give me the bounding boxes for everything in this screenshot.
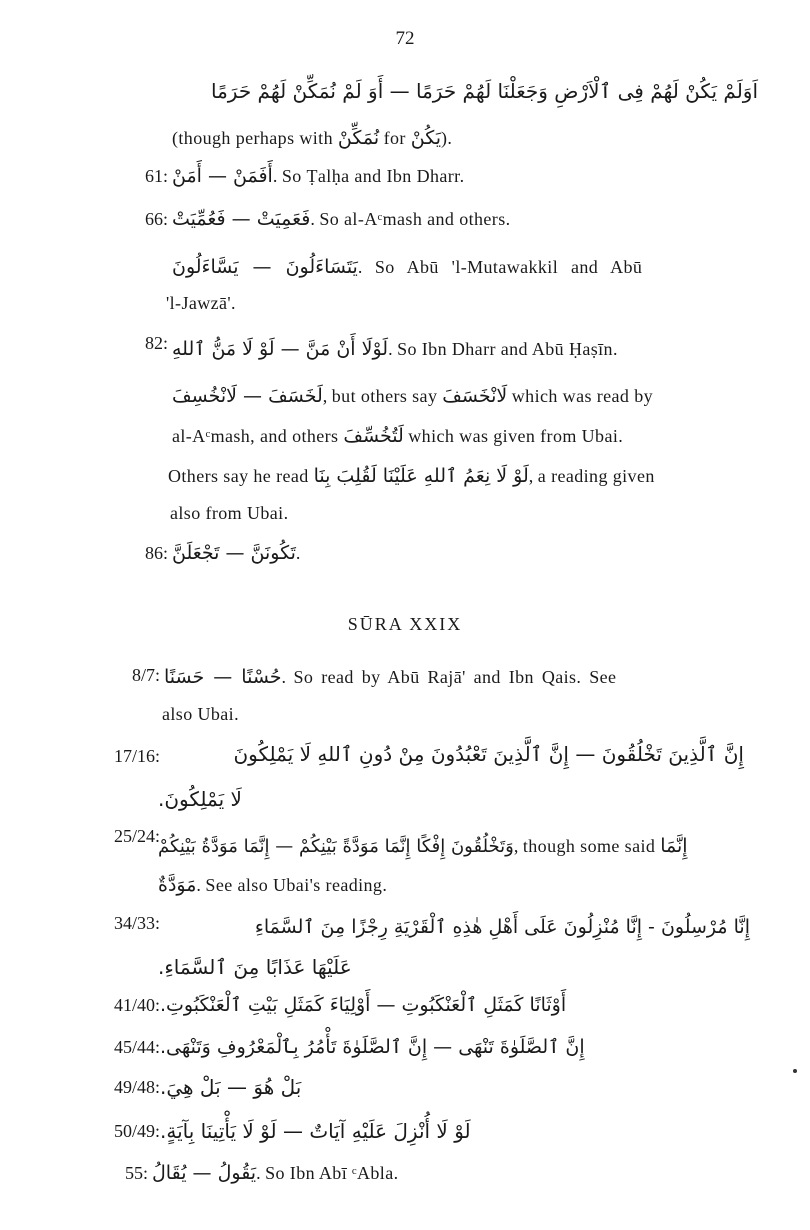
entry-25-24-line2	[158, 872, 387, 898]
verse-ref-41-40: 41/40:	[113, 995, 160, 1015]
arabic-span: فَعَمِيَتْ — فَعُمِّيَتْ	[172, 208, 311, 230]
entry-61	[172, 163, 464, 189]
entry-66-line3: 'l-Jawzā'.	[166, 293, 236, 313]
verse-ref-8-7: 8/7:	[131, 665, 160, 685]
arabic-span: يَتَسَاءَلُونَ — يَسَّاءَلُونَ	[172, 256, 358, 278]
arabic-line-45-44: إِنَّ ٱلصَّلَوٰةَ تَنْهَى — إِنَّ ٱلصَّلَوٰةَ تَأْمُرُ بِٱلْمَعْرُوفِ وَتَنْهَى.	[160, 1036, 585, 1058]
verse-ref-49-48: 49/48:	[113, 1077, 160, 1097]
sura-heading: SŪRA XXIX	[347, 614, 463, 634]
arabic-line-17-16: إِنَّ ٱلَّذِينَ تَخْلُقُونَ — إِنَّ ٱلَّذِينَ تَعْبُدُونَ مِنْ دُونِ ٱللهِ لَا يَمْلِكُونَ	[233, 742, 744, 766]
entry-82-line3	[172, 423, 623, 449]
entry-86	[172, 540, 300, 566]
text-span: (though perhaps with	[172, 128, 333, 148]
entry-82-line2	[172, 383, 653, 409]
text-span: Others say he read	[168, 466, 309, 486]
text-span: which was given from Ubai.	[408, 426, 624, 446]
verse-ref-61: 61:	[144, 166, 168, 186]
verse-ref-66: 66:	[144, 209, 168, 229]
text-span: . So Abū 'l-Mutawakkil and Abū	[357, 257, 643, 277]
arabic-line-41-40: أَوْثَانًا كَمَثَلِ ٱلْعَنْكَبُوتِ — أَوْلِيَاءَ كَمَثَلِ بَيْتِ ٱلْعَنْكَبُوتِ.	[160, 994, 567, 1016]
text-span: which was read by	[511, 386, 654, 406]
arabic-line-verse60: اَوَلَمْ يَكُنْ لَهُمْ فِى ٱلْاَرْضِ وَجَعَلْنَا لَهُمْ حَرَمًا — أَوَ لَمْ نُمَكِّنْ لَهُمْ حَرَمًا	[210, 79, 758, 103]
verse-ref-25-24: 25/24:	[113, 826, 160, 846]
text-span: . So al-Aᶜmash and others.	[310, 209, 511, 229]
verse-ref-55: 55:	[124, 1163, 148, 1183]
verse-ref-86: 86:	[144, 543, 168, 563]
arabic-span: لَتُخُسِّفَ	[343, 425, 404, 447]
arabic-line-17-16-cont: لَا يَمْلِكُونَ.	[158, 787, 242, 811]
entry-55	[152, 1160, 399, 1186]
text-span: al-Aᶜmash, and others	[172, 426, 339, 446]
entry-66	[172, 206, 511, 232]
page-number: 72	[395, 28, 415, 49]
text-span: . So Ṭalḥa and Ibn Dharr.	[272, 166, 465, 186]
verse-ref-50-49: 50/49:	[113, 1121, 160, 1141]
text-span: . So Ibn Dharr and Abū Ḥaṣīn.	[388, 339, 618, 359]
arabic-span: وَتَخْلُقُونَ إِفْكًا إِنَّمَا مَوَدَّةً بَيْنِكُمْ — إِنَّمَا مَوَدَّةُ بَيْنِكُمْ	[158, 836, 514, 857]
margin-dot	[793, 1069, 797, 1073]
verse-ref-82: 82:	[144, 333, 168, 353]
text-span: , a reading given	[528, 466, 655, 486]
entry-82-line4	[168, 463, 655, 489]
verse-ref-45-44: 45/44:	[113, 1037, 160, 1057]
entry-66-line2	[172, 254, 642, 280]
arabic-span: لَوْلَا أَنْ مَنَّ — لَوْ لَا مَنُّ ٱللهِ	[172, 338, 389, 360]
arabic-span: لَانْخَسَفَ	[442, 385, 508, 407]
arabic-line-34-33: إِنَّا مُرْسِلُونَ - إِنَّا مُنْزِلُونَ عَلَى أَهْلِ هٰذِهِ ٱلْقَرْيَةِ رِجْزًا مِنَ ٱلسَّمَاءِ	[254, 916, 750, 938]
arabic-line-34-33-cont: عَلَيْهَا عَذَابًا مِنَ ٱلسَّمَاءِ.	[158, 955, 352, 979]
arabic-span: يَكُنْ	[410, 127, 441, 149]
text-span: . See also Ubai's reading.	[196, 875, 388, 895]
arabic-span: أَفَمَنْ — أَمَنْ	[172, 165, 273, 187]
arabic-line-50-49: لَوْ لَا أُنْزِلَ عَلَيْهِ آيَاتٌ — لَوْ لَا يَأْتِينَا بِآيَةٍ.	[160, 1119, 471, 1143]
arabic-span: حُسْنًا — حَسَنًا	[164, 666, 282, 688]
verse-ref-34-33: 34/33:	[113, 913, 160, 933]
text-span: ).	[440, 128, 453, 148]
arabic-span: لَوْ لَا نِعَمُ ٱللهِ عَلَيْنَا لَقُلِبَ بِنَا	[313, 465, 529, 487]
arabic-span: إِنَّمَا	[660, 835, 688, 857]
arabic-span: تَكُونَنَّ — تَجْعَلَنَّ	[172, 542, 296, 564]
text-span: , but others say	[322, 386, 438, 406]
arabic-span: لَخَسَفَ — لَانْخُسِفَ	[172, 385, 323, 407]
text-span: . So Ibn Abī ᶜAbla.	[256, 1163, 399, 1183]
text-span: for	[383, 128, 406, 148]
arabic-span: مَوَدَّةٌ	[158, 874, 197, 896]
entry-25-24	[158, 833, 688, 860]
verse-ref-17-16: 17/16:	[113, 746, 160, 766]
text-span: .	[295, 543, 301, 563]
entry-8-7-line2: also Ubai.	[162, 704, 239, 724]
entry-8-7	[164, 664, 616, 690]
entry-82-line5: also from Ubai.	[170, 503, 289, 523]
text-span: . So read by Abū Rajā' and Ibn Qais. See	[281, 667, 617, 687]
arabic-span: نُمَكِّنْ	[337, 127, 380, 149]
arabic-line-49-48: بَلْ هُوَ — بَلْ هِيَ.	[160, 1075, 302, 1099]
entry-82	[172, 336, 618, 362]
note-line-verse60	[172, 125, 452, 151]
arabic-span: يَقُولُ — يُقَالُ	[152, 1162, 257, 1184]
text-span: , though some said	[513, 836, 656, 856]
